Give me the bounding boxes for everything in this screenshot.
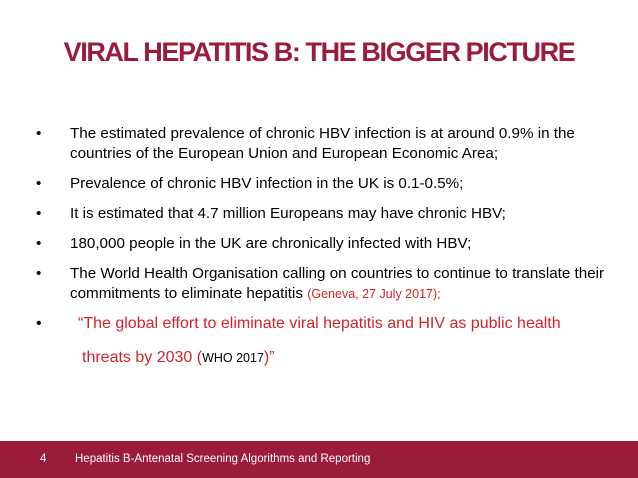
page-number: 4 [40,453,47,465]
quote-source: WHO 2017 [202,351,264,365]
bullet-item [36,174,616,194]
quote-line-1: “The global effort to eliminate viral hepatitis and HIV as public health [78,315,561,332]
quote-open-paren: ( [192,349,203,366]
bullet-source: (Geneva, 27 July 2017); [307,287,441,301]
bullet-text: The estimated prevalence of chronic HBV infection is at around 0.9% in the countries of the European Union and European Economic Area; [70,125,575,162]
quote-close: )” [263,349,275,366]
quote-item [36,314,616,368]
bullet-item [36,264,616,304]
bullet-marker: • [36,205,42,222]
footer-bar [0,441,638,478]
bullet-text: The World Health Organisation calling on countries to continue to translate their commitments to eliminate hepatitis [70,265,605,302]
bullet-marker: • [36,265,42,282]
bullet-marker: • [36,315,42,332]
bullet-text: 180,000 people in the UK are chronically infected with HBV; [70,235,472,252]
bullet-marker: • [36,235,42,252]
bullet-item [36,234,616,254]
bullet-list [36,124,616,378]
quote-line-2 [70,348,616,368]
bullet-marker: • [36,175,42,192]
bullet-item [36,124,616,164]
footer-text: Hepatitis B-Antenatal Screening Algorithms and Reporting [75,453,371,465]
slide-title: VIRAL HEPATITIS B: THE BIGGER PICTURE [63,37,575,67]
bullet-marker: • [36,125,42,142]
bullet-item [36,204,616,224]
quote-text: threats by 2030 [82,349,193,366]
bullet-text: Prevalence of chronic HBV infection in the UK is 0.1-0.5%; [70,175,464,192]
bullet-text: It is estimated that 4.7 million Europeans may have chronic HBV; [70,205,506,222]
